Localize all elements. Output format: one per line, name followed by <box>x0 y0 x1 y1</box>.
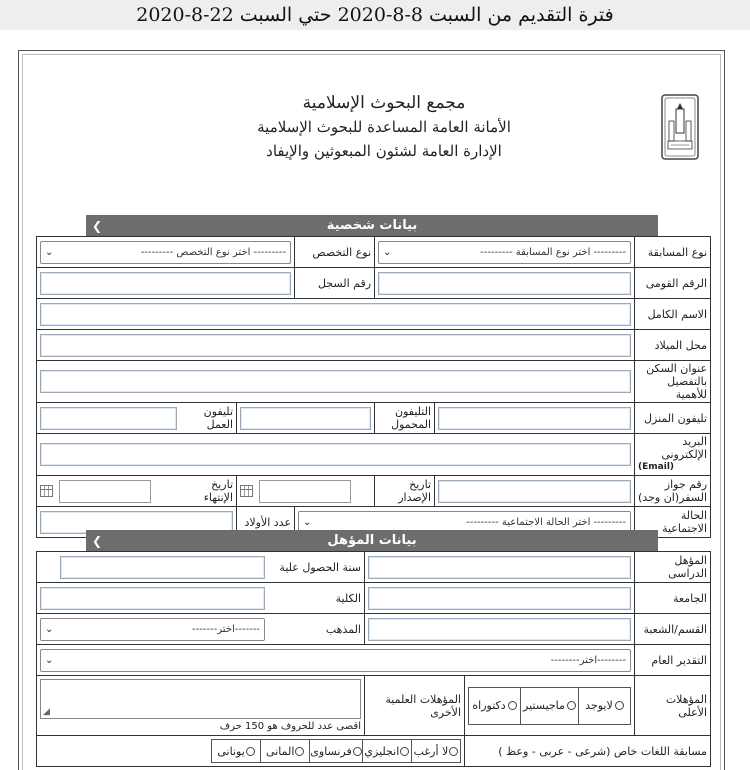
calendar-icon[interactable] <box>40 485 53 497</box>
chevron-down-icon: ⌄ <box>383 246 392 258</box>
university-input[interactable] <box>368 587 631 610</box>
application-period-banner: فترة التقديم من السبت 8-8-2020 حتي السبت 22-8-2020 <box>0 0 750 30</box>
grade-select[interactable] <box>40 649 631 672</box>
national-id-input[interactable] <box>378 272 631 295</box>
issue-date-label: تاريخ الإصدار <box>375 476 435 507</box>
email-label: البريد الإلكترونى <box>661 435 708 461</box>
language-competition-label: مسابقة اللغات خاص (شرعى - عربى - وعظ ) <box>465 736 711 767</box>
radio-label: انجليزي <box>364 744 400 758</box>
chevron-down-icon: ⌄ <box>45 246 54 258</box>
degree-label: المؤهل الدراسى <box>635 552 711 583</box>
lang-option-english[interactable] <box>362 740 411 762</box>
address-input[interactable] <box>40 370 631 393</box>
al-azhar-logo-icon <box>659 91 701 163</box>
sect-value: -------اختر------- <box>191 623 260 635</box>
marital-status-value: --------- اختر الحالة الاجتماعية --------- <box>466 516 627 528</box>
higher-degree-radio-group <box>468 687 631 725</box>
lang-option-french[interactable] <box>309 740 361 762</box>
grade-value: --------اختر-------- <box>550 654 626 666</box>
chevron-down-icon: ⌄ <box>45 654 54 666</box>
radio-icon[interactable] <box>353 747 362 756</box>
chevron-down-icon: ⌄ <box>45 623 54 635</box>
competition-type-label: نوع المسابقة <box>635 237 711 268</box>
other-qualifications-textarea[interactable] <box>40 679 361 719</box>
radio-label: لا أرغب <box>413 744 449 758</box>
passport-input[interactable] <box>438 480 631 503</box>
children-count-label: عدد الأولاد <box>237 507 295 538</box>
work-phone-input[interactable] <box>40 407 177 430</box>
radio-option-masters[interactable] <box>520 688 578 724</box>
faculty-input[interactable] <box>40 587 265 610</box>
specialty-type-label: نوع التخصص <box>295 237 375 268</box>
department-input[interactable] <box>368 618 631 641</box>
personal-data-table <box>36 236 711 538</box>
sect-label: المذهب <box>325 622 361 636</box>
radio-icon[interactable] <box>449 747 458 756</box>
full-name-input[interactable] <box>40 303 631 326</box>
radio-label: يونانى <box>217 744 245 758</box>
faculty-label: الكلية <box>335 591 361 605</box>
qualification-section-title: بيانات المؤهل <box>327 533 417 548</box>
radio-label: ماجيستير <box>523 699 565 712</box>
radio-icon[interactable] <box>246 747 255 756</box>
header-line-1: مجمع البحوث الإسلامية <box>302 93 466 113</box>
header-line-3: الإدارة العامة لشئون المبعوثين والإيفاد <box>266 142 502 160</box>
personal-section-title: بيانات شخصية <box>326 218 418 233</box>
specialty-type-select[interactable] <box>40 241 291 264</box>
radio-option-none[interactable] <box>578 688 630 724</box>
qualification-section-header[interactable] <box>86 530 658 552</box>
department-label: القسم/الشعبة <box>635 614 711 645</box>
birthplace-label: محل الميلاد <box>635 330 711 361</box>
radio-icon[interactable] <box>295 747 304 756</box>
grade-label: التقدير العام <box>635 645 711 676</box>
marital-status-label: الحالة الاجتماعية <box>635 507 711 538</box>
registry-no-input[interactable] <box>40 272 291 295</box>
resize-grip-icon[interactable]: ◢ <box>43 707 50 717</box>
institution-header <box>249 91 519 163</box>
personal-section-header[interactable] <box>86 215 658 237</box>
home-phone-input[interactable] <box>438 407 631 430</box>
higher-degree-label: المؤهلات الأعلى <box>635 676 711 736</box>
radio-icon[interactable] <box>508 701 517 710</box>
expiry-date-label: تاريخ الإنتهاء <box>203 478 234 504</box>
chevron-down-icon[interactable]: ❯ <box>92 534 103 548</box>
header-line-2: الأمانة العامة المساعدة للبحوث الإسلامية <box>257 118 511 136</box>
work-phone-label: تليفون العمل <box>203 405 234 431</box>
radio-label: دكتوراه <box>472 699 506 712</box>
radio-option-phd[interactable] <box>469 688 520 724</box>
sect-select[interactable] <box>40 618 265 641</box>
registry-no-label: رقم السجل <box>295 268 375 299</box>
email-input[interactable] <box>40 443 631 466</box>
home-phone-label: تليفون المنزل <box>635 403 711 434</box>
national-id-label: الرقم القومى <box>635 268 711 299</box>
mobile-phone-label: التليفون المحمول <box>375 403 435 434</box>
year-obtained-input[interactable] <box>60 556 265 579</box>
radio-icon[interactable] <box>400 747 409 756</box>
radio-icon[interactable] <box>567 701 576 710</box>
language-radio-group <box>211 739 461 763</box>
radio-label: المانى <box>266 744 295 758</box>
lang-option-german[interactable] <box>260 740 309 762</box>
mobile-phone-input[interactable] <box>240 407 371 430</box>
qualification-data-table <box>36 551 711 767</box>
address-label: عنوان السكن بالتفصيل للأهمية <box>635 361 711 403</box>
university-label: الجامعة <box>635 583 711 614</box>
expiry-date-input[interactable] <box>59 480 151 503</box>
competition-type-select[interactable] <box>378 241 631 264</box>
full-name-label: الاسم الكامل <box>635 299 711 330</box>
competition-type-value: --------- اختر نوع المسابقة --------- <box>480 246 627 258</box>
radio-label: فرنساوى <box>310 744 352 758</box>
char-limit-note: اقصى عدد للحروف هو 150 حرف <box>219 721 361 732</box>
issue-date-input[interactable] <box>259 480 351 503</box>
chevron-down-icon: ⌄ <box>303 516 312 528</box>
calendar-icon[interactable] <box>240 485 253 497</box>
radio-label: لايوجد <box>585 699 613 712</box>
email-sublabel: (Email) <box>638 462 675 472</box>
other-qualifications-label: المؤهلات العلمية الأخرى <box>365 676 465 736</box>
radio-icon[interactable] <box>615 701 624 710</box>
form-frame <box>18 50 725 770</box>
chevron-down-icon[interactable]: ❯ <box>92 219 103 233</box>
lang-option-greek[interactable] <box>212 740 260 762</box>
passport-label: رقم جواز السفر(ان وجد) <box>635 476 711 507</box>
lang-option-none[interactable] <box>411 740 460 762</box>
birthplace-input[interactable] <box>40 334 631 357</box>
specialty-type-value: --------- اختر نوع التخصص --------- <box>140 246 287 258</box>
degree-input[interactable] <box>368 556 631 579</box>
year-obtained-label: سنة الحصول علية <box>279 560 361 574</box>
